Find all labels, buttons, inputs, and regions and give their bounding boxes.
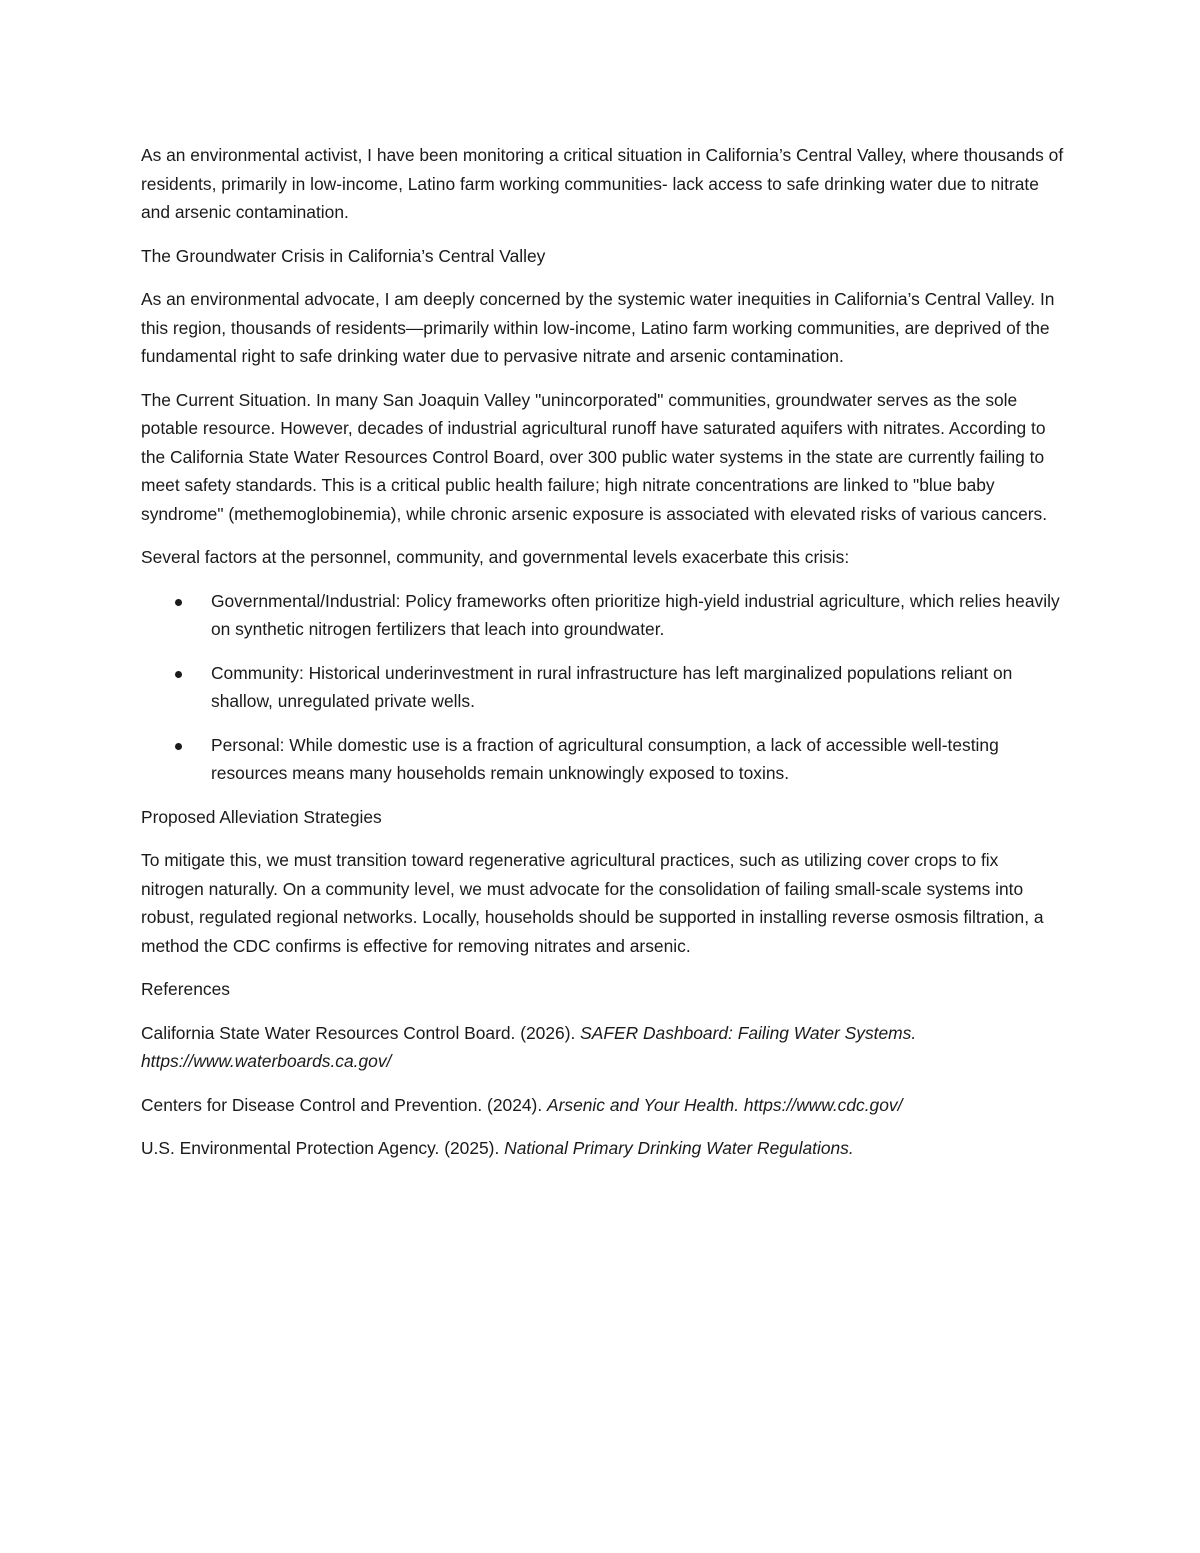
reference-title: SAFER Dashboard: Failing Water Systems.: [580, 1022, 917, 1043]
advocate-paragraph: As an environmental advocate, I am deeply concerned by the systemic water inequities in California’s Central Valley. In this region, thousands of residents—primarily within low-income, Latino farm working communities, are deprived of the fundamental right to safe drinking water due to pervasive nitrate and arsenic contamination.: [141, 288, 1055, 367]
section-heading-strategies: Proposed Alleviation Strategies: [141, 806, 382, 827]
list-item-text: Governmental/Industrial: Policy frameworks often prioritize high-yield industrial agriculture, which relies heavily on synthetic nitrogen fertilizers that leach into groundwater.: [211, 590, 1060, 640]
mitigate-paragraph: To mitigate this, we must transition toward regenerative agricultural practices, such as utilizing cover crops to fix nitrogen naturally. On a community level, we must advocate for the consolidation of failing small-scale systems into robust, regulated regional networks. Locally, households should be supported in installing reverse osmosis filtration, a method the CDC confirms is effective for removing nitrates and arsenic.: [141, 850, 1044, 956]
intro-paragraph: As an environmental activist, I have been monitoring a critical situation in California’s Central Valley, where thousands of residents, primarily in low-income, Latino farm working communities- lack access to safe drinking water due to nitrate and arsenic contamination.: [141, 145, 1064, 223]
current-situation-paragraph: The Current Situation. In many San Joaquin Valley "unincorporated" communities, groundwater serves as the sole potable resource. However, decades of industrial agricultural runoff have saturated aquifers with nitrates. According to the California State Water Resources Control Board, over 300 public water systems in the state are currently failing to meet safety standards. This is a critical public health failure; high nitrate concentrations are linked to "blue baby syndrome" (methemoglobinemia), while chronic arsenic exposure is associated with elevated risks of various cancers.: [141, 389, 1048, 524]
factors-list: [141, 587, 1065, 788]
reference-entry: [141, 1019, 1065, 1076]
list-item: [141, 731, 1065, 788]
document-body: [141, 141, 1065, 1177]
reference-url: https://www.cdc.gov/: [743, 1094, 903, 1115]
reference-author: California State Water Resources Control Board. (2026).: [141, 1022, 581, 1043]
list-item: [141, 659, 1065, 716]
factors-paragraph: Several factors at the personnel, community, and governmental levels exacerbate this crisis:: [141, 547, 850, 568]
section-heading-crisis: The Groundwater Crisis in California’s Central Valley: [141, 245, 546, 266]
reference-entry: [141, 1091, 1065, 1120]
reference-author: Centers for Disease Control and Prevention. (2024).: [141, 1094, 547, 1115]
reference-author: U.S. Environmental Protection Agency. (2025).: [141, 1137, 505, 1158]
reference-title: Arsenic and Your Health.: [547, 1094, 740, 1115]
reference-title: National Primary Drinking Water Regulations.: [504, 1137, 854, 1158]
bullet-icon: [175, 671, 182, 678]
section-heading-references: References: [141, 979, 230, 1000]
list-item-text: Personal: While domestic use is a fraction of agricultural consumption, a lack of accessible well-testing resources means many households remain unknowingly exposed to toxins.: [211, 734, 999, 784]
bullet-icon: [175, 599, 182, 606]
list-item: [141, 587, 1065, 644]
reference-entry: [141, 1134, 1065, 1163]
reference-url: https://www.waterboards.ca.gov/: [141, 1051, 392, 1072]
list-item-text: Community: Historical underinvestment in rural infrastructure has left marginalized populations reliant on shallow, unregulated private wells.: [211, 662, 1013, 712]
bullet-icon: [175, 743, 182, 750]
